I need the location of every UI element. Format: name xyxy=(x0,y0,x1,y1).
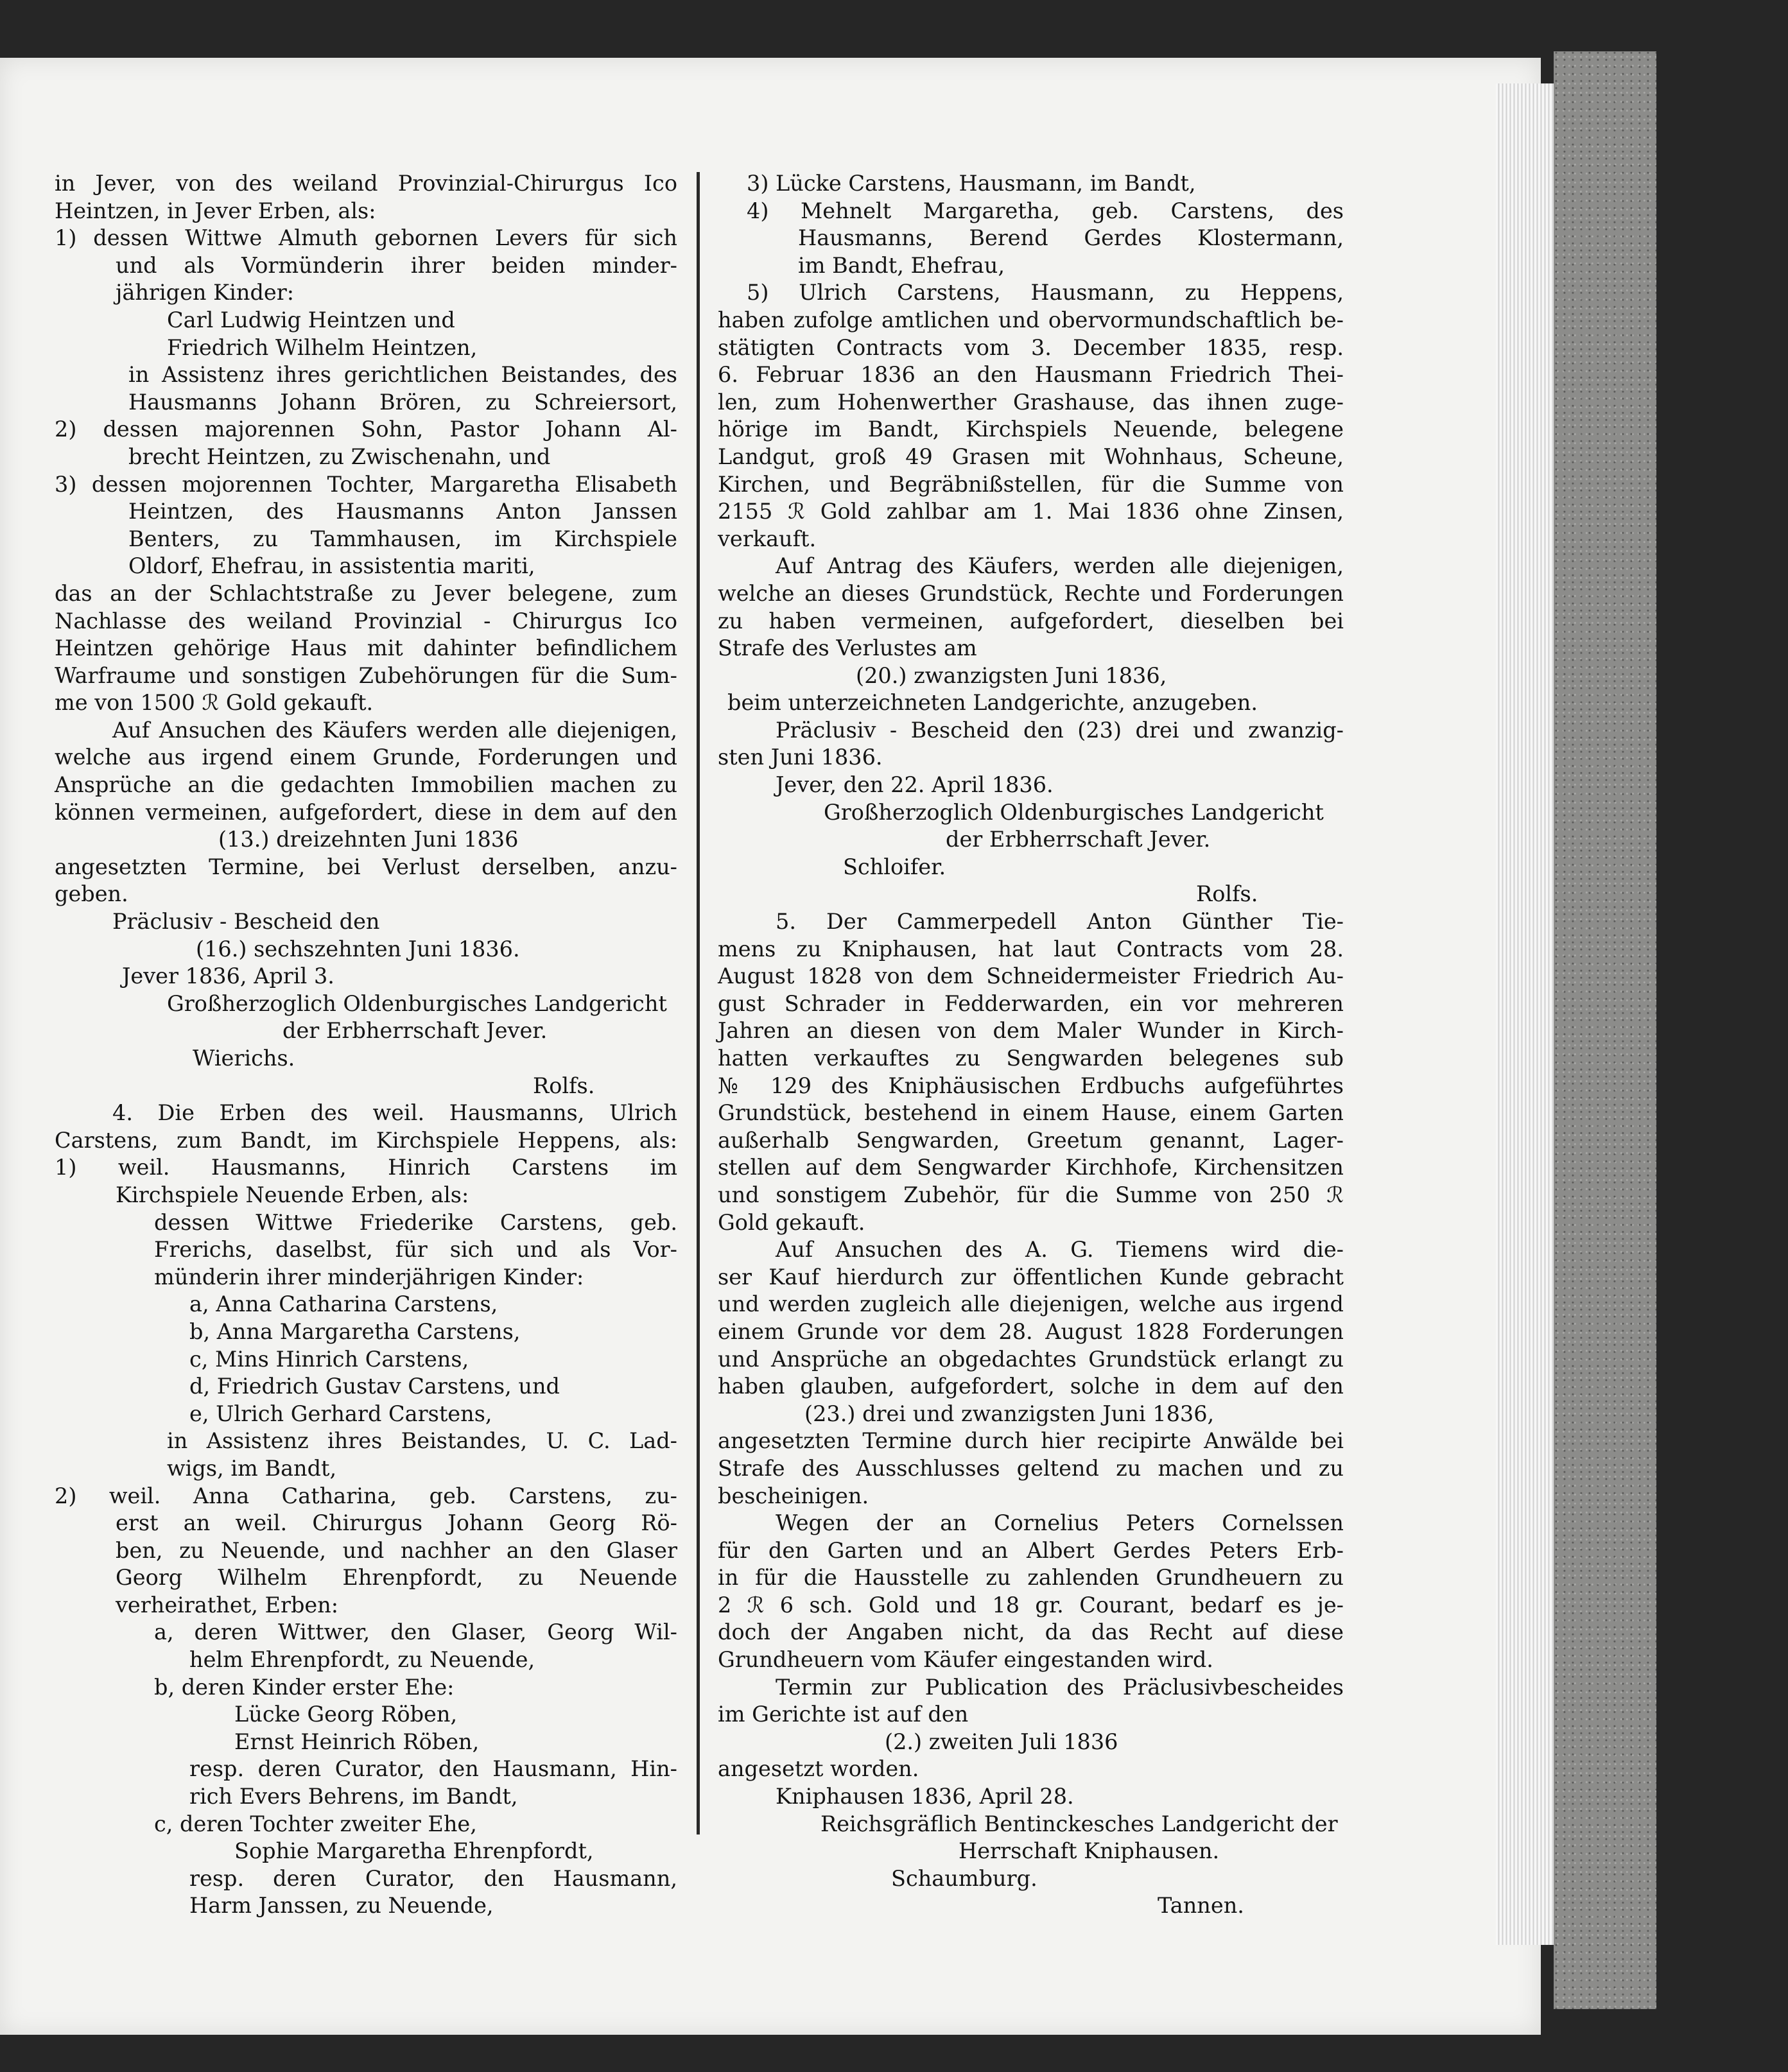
text-line: 2) dessen majorennen Sohn, Pastor Johann Al- xyxy=(55,417,677,442)
text-line: a, Anna Catharina Carstens, xyxy=(189,1291,498,1317)
text-line: Kirchspiele Neuende Erben, als: xyxy=(116,1182,469,1207)
text-line: verheirathet, Erben: xyxy=(116,1592,339,1618)
text-line: 3) dessen mojorennen Tochter, Margaretha Elisabeth xyxy=(55,471,677,497)
text-line: Schloifer. xyxy=(843,854,946,879)
text-line: Warfraume und sonstigen Zubehörungen für die Sum- xyxy=(55,662,677,688)
text-line: angesetzt worden. xyxy=(718,1756,919,1782)
text-line: in Jever, von des weiland Provinzial-Chirurgus Ico xyxy=(55,171,677,196)
text-line: 5. Der Cammerpedell Anton Günther Tie- xyxy=(776,909,1344,935)
text-line: Großherzoglich Oldenburgisches Landgericht xyxy=(824,799,1324,825)
text-line: (16.) sechszehnten Juni 1836. xyxy=(196,936,520,962)
text-line: Georg Wilhelm Ehrenpfordt, zu Neuende xyxy=(116,1565,677,1591)
text-line: mens zu Kniphausen, hat laut Contracts vom 28. xyxy=(718,936,1344,962)
text-line: Lücke Georg Röben, xyxy=(234,1702,458,1727)
text-line: Grundstück, bestehend in einem Hause, einem Garten xyxy=(718,1100,1344,1126)
text-line: haben zufolge amtlichen und obervormundschaftlich be- xyxy=(718,307,1344,332)
text-line: 1) weil. Hausmanns, Hinrich Carstens im xyxy=(55,1155,677,1180)
text-line: Carl Ludwig Heintzen und xyxy=(167,307,455,332)
text-line: der Erbherrschaft Jever. xyxy=(282,1018,548,1044)
text-line: brecht Heintzen, zu Zwischenahn, und xyxy=(128,444,551,469)
text-line: angesetzten Termine, bei Verlust derselben, anzu- xyxy=(55,854,677,879)
text-line: c, deren Tochter zweiter Ehe, xyxy=(154,1811,477,1836)
text-line: b, Anna Margaretha Carstens, xyxy=(189,1318,521,1344)
text-line: ser Kauf hierdurch zur öffentlichen Kunde gebracht xyxy=(718,1264,1344,1290)
text-line: 2155 ℛ Gold zahlbar am 1. Mai 1836 ohne Zinsen, xyxy=(718,499,1344,524)
text-line: stellen auf dem Sengwarder Kirchhofe, Kirchensitzen xyxy=(718,1155,1344,1180)
text-line: welche aus irgend einem Grunde, Forderungen und xyxy=(55,745,677,770)
text-line: bescheinigen. xyxy=(718,1483,869,1508)
text-line: b, deren Kinder erster Ehe: xyxy=(154,1674,455,1700)
text-line: im Bandt, Ehefrau, xyxy=(798,252,1005,278)
text-line: können vermeinen, aufgefordert, diese in dem auf den xyxy=(55,799,677,825)
text-line: ben, zu Neuende, und nachher an den Glaser xyxy=(116,1537,677,1563)
text-line: Reichsgräflich Bentinckesches Landgericht der xyxy=(820,1811,1338,1836)
text-line: und Ansprüche an obgedachtes Grundstück erlangt zu xyxy=(718,1346,1344,1372)
text-line: das an der Schlachtstraße zu Jever belegene, zum xyxy=(55,580,677,606)
text-line: geben. xyxy=(55,881,128,907)
text-line: Hausmanns Johann Brören, zu Schreiersort, xyxy=(128,389,677,415)
text-line: Hausmanns, Berend Gerdes Klostermann, xyxy=(798,225,1344,251)
text-line: wigs, im Bandt, xyxy=(167,1455,337,1481)
text-line: erst an weil. Chirurgus Johann Georg Rö- xyxy=(116,1510,677,1536)
text-line: in Assistenz ihres gerichtlichen Beistandes, des xyxy=(128,362,677,388)
text-line: einem Grunde vor dem 28. August 1828 Forderungen xyxy=(718,1318,1344,1344)
left-column xyxy=(55,170,677,1920)
text-line: Gold gekauft. xyxy=(718,1209,865,1235)
text-line: welche an dieses Grundstück, Rechte und Forderungen xyxy=(718,580,1344,606)
text-line: Präclusiv - Bescheid den xyxy=(112,909,380,935)
text-line: für den Garten und an Albert Gerdes Peters Erb- xyxy=(718,1537,1344,1563)
text-line: doch der Angaben nicht, da das Recht auf diese xyxy=(718,1619,1344,1645)
text-line: Auf Ansuchen des A. G. Tiemens wird die- xyxy=(776,1237,1344,1263)
text-line: (2.) zweiten Juli 1836 xyxy=(885,1729,1118,1754)
text-line: Großherzoglich Oldenburgisches Landgericht xyxy=(167,990,667,1016)
book-cover xyxy=(1554,51,1656,2009)
text-line: angesetzten Termine durch hier recipirte Anwälde bei xyxy=(718,1428,1344,1454)
text-line: Nachlasse des weiland Provinzial - Chirurgus Ico xyxy=(55,608,677,634)
text-line: № 129 des Kniphäusischen Erdbuchs aufgeführtes xyxy=(718,1073,1344,1098)
text-line: und sonstigem Zubehör, für die Summe von 250 ℛ xyxy=(718,1182,1344,1207)
text-line: gust Schrader in Fedderwarden, ein vor mehreren xyxy=(718,990,1344,1016)
text-line: verkauft. xyxy=(718,526,817,551)
text-line: Jahren an diesen von dem Maler Wunder in Kirch- xyxy=(718,1018,1344,1044)
text-line: 2) weil. Anna Catharina, geb. Carstens, zu- xyxy=(55,1483,677,1508)
text-line: Auf Ansuchen des Käufers werden alle diejenigen, xyxy=(112,717,677,743)
right-column xyxy=(718,170,1344,1920)
text-line: Frerichs, daselbst, für sich und als Vor- xyxy=(154,1237,677,1263)
text-line: 2 ℛ 6 sch. Gold und 18 gr. Courant, bedarf es je- xyxy=(718,1592,1344,1618)
text-line: a, deren Wittwer, den Glaser, Georg Wil- xyxy=(154,1619,677,1645)
text-line: münderin ihrer minderjährigen Kinder: xyxy=(154,1264,584,1290)
text-line: Heintzen, in Jever Erben, als: xyxy=(55,198,376,223)
text-line: resp. deren Curator, den Hausmann, Hin- xyxy=(189,1756,677,1782)
text-line: rich Evers Behrens, im Bandt, xyxy=(189,1784,518,1809)
text-line: Heintzen gehörige Haus mit dahinter befindlichem xyxy=(55,635,677,661)
text-line: Schaumburg. xyxy=(891,1865,1037,1891)
text-line: in Assistenz ihres Beistandes, U. C. Lad- xyxy=(167,1428,677,1454)
text-line: Heintzen, des Hausmanns Anton Janssen xyxy=(128,499,677,524)
text-line: 5) Ulrich Carstens, Hausmann, zu Heppens, xyxy=(747,280,1344,306)
text-line: me von 1500 ℛ Gold gekauft. xyxy=(55,690,374,716)
text-line: e, Ulrich Gerhard Carstens, xyxy=(189,1401,492,1426)
text-line: Landgut, groß 49 Grasen mit Wohnhaus, Scheune, xyxy=(718,444,1344,469)
text-line: Auf Antrag des Käufers, werden alle diejenigen, xyxy=(776,553,1344,579)
text-line: Carstens, zum Bandt, im Kirchspiele Heppens, als: xyxy=(55,1127,677,1153)
text-line: Jever, den 22. April 1836. xyxy=(776,772,1054,798)
text-line: Benters, zu Tammhausen, im Kirchspiele xyxy=(128,526,677,551)
text-line: dessen Wittwe Friederike Carstens, geb. xyxy=(154,1209,677,1235)
text-line: in für die Hausstelle zu zahlenden Grundheuern zu xyxy=(718,1565,1344,1591)
text-line: 4) Mehnelt Margaretha, geb. Carstens, des xyxy=(747,198,1344,223)
text-line: Kirchen, und Begräbnißstellen, für die Summe von xyxy=(718,471,1344,497)
text-line: resp. deren Curator, den Hausmann, xyxy=(189,1865,677,1891)
text-line: hörige im Bandt, Kirchspiels Neuende, belegene xyxy=(718,417,1344,442)
text-line: Oldorf, Ehefrau, in assistentia mariti, xyxy=(128,553,535,579)
text-line: Harm Janssen, zu Neuende, xyxy=(189,1893,494,1919)
text-line: Jever 1836, April 3. xyxy=(122,963,334,989)
text-line: zu haben vermeinen, aufgefordert, dieselben bei xyxy=(718,608,1344,634)
text-line: sten Juni 1836. xyxy=(718,745,883,770)
text-line: hatten verkauftes zu Sengwarden belegenes sub xyxy=(718,1046,1344,1071)
text-line: Ernst Heinrich Röben, xyxy=(234,1729,480,1754)
text-line: len, zum Hohenwerther Grashause, das ihnen zuge- xyxy=(718,389,1344,415)
text-line: Rolfs. xyxy=(1196,881,1258,907)
text-line: Kniphausen 1836, April 28. xyxy=(776,1784,1074,1809)
text-line: Präclusiv - Bescheid den (23) drei und zwanzig- xyxy=(776,717,1344,743)
text-line: August 1828 von dem Schneidermeister Friedrich Au- xyxy=(718,963,1344,989)
text-line: (13.) dreizehnten Juni 1836 xyxy=(218,827,519,852)
text-line: Grundheuern vom Käufer eingestanden wird. xyxy=(718,1647,1213,1673)
text-line: haben glauben, aufgefordert, solche in dem auf den xyxy=(718,1374,1344,1399)
text-line: Rolfs. xyxy=(533,1073,595,1098)
text-line: außerhalb Sengwarden, Greetum genannt, Lager- xyxy=(718,1127,1344,1153)
text-line: Tannen. xyxy=(1158,1893,1244,1919)
text-line: (20.) zwanzigsten Juni 1836, xyxy=(856,662,1167,688)
text-line: und werden zugleich alle diejenigen, welche aus irgend xyxy=(718,1291,1344,1317)
column-divider xyxy=(697,172,700,1835)
text-line: jährigen Kinder: xyxy=(116,280,295,306)
text-line: c, Mins Hinrich Carstens, xyxy=(189,1346,469,1372)
text-line: beim unterzeichneten Landgerichte, anzugeben. xyxy=(727,690,1258,716)
text-line: Wegen der an Cornelius Peters Cornelssen xyxy=(776,1510,1344,1536)
text-line: Herrschaft Kniphausen. xyxy=(959,1838,1220,1864)
text-line: stätigten Contracts vom 3. December 1835, resp. xyxy=(718,334,1344,360)
page-edges xyxy=(1496,83,1554,1945)
text-line: und als Vormünderin ihrer beiden minder- xyxy=(116,252,677,278)
text-line: Friedrich Wilhelm Heintzen, xyxy=(167,334,478,360)
text-line: Wierichs. xyxy=(193,1046,295,1071)
text-line: d, Friedrich Gustav Carstens, und xyxy=(189,1374,560,1399)
text-line: (23.) drei und zwanzigsten Juni 1836, xyxy=(804,1401,1215,1426)
text-line: 4. Die Erben des weil. Hausmanns, Ulrich xyxy=(112,1100,677,1126)
text-line: Termin zur Publication des Präclusivbescheides xyxy=(776,1674,1344,1700)
text-line: der Erbherrschaft Jever. xyxy=(946,827,1211,852)
text-line: 6. Februar 1836 an den Hausmann Friedrich Thei- xyxy=(718,362,1344,388)
text-line: 3) Lücke Carstens, Hausmann, im Bandt, xyxy=(747,171,1196,196)
text-line: Sophie Margaretha Ehrenpfordt, xyxy=(234,1838,594,1864)
text-line: Strafe des Ausschlusses geltend zu machen und zu xyxy=(718,1455,1344,1481)
text-line: Ansprüche an die gedachten Immobilien machen zu xyxy=(55,772,677,798)
text-line: helm Ehrenpfordt, zu Neuende, xyxy=(189,1647,535,1673)
text-line: 1) dessen Wittwe Almuth gebornen Levers für sich xyxy=(55,225,677,251)
text-line: im Gerichte ist auf den xyxy=(718,1702,969,1727)
text-line: Strafe des Verlustes am xyxy=(718,635,977,661)
